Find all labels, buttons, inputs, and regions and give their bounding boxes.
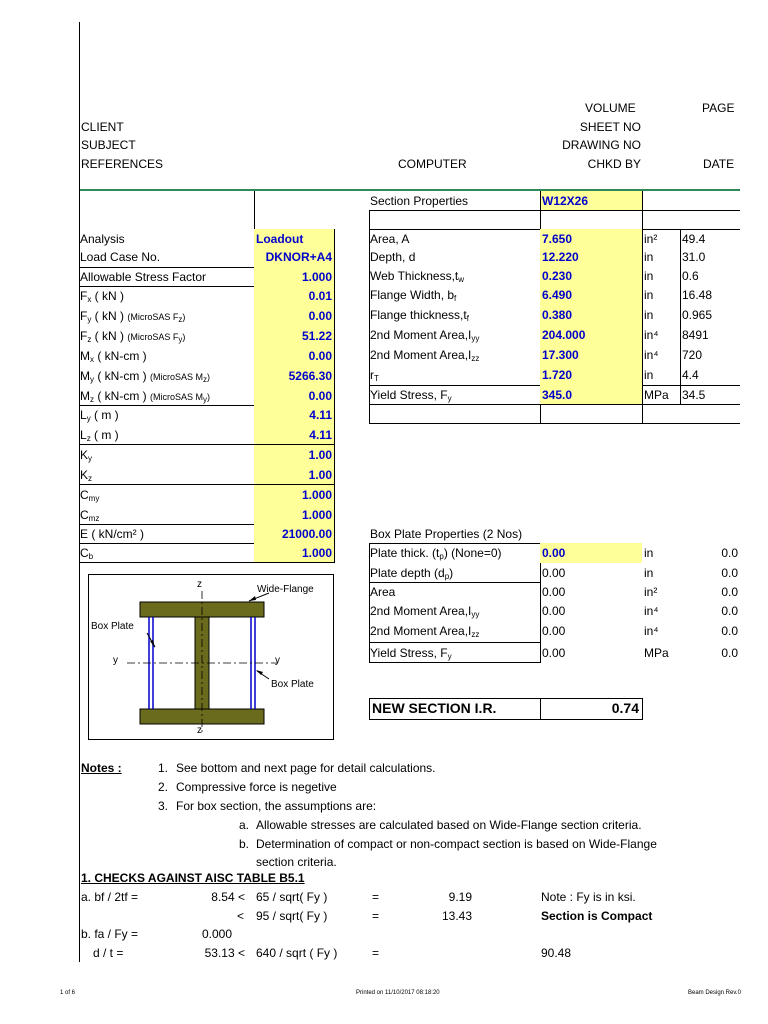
bp-area-metric: 0.0 [721,585,738,599]
bp-iyy-label: 2nd Moment $Area,I_{yy}$ [370,604,480,619]
sp-depth-label: Depth, d [370,250,416,264]
section-diagram [88,574,334,740]
check-a2-eq: = [372,909,380,923]
mz-label: $M_z$ ( kN-cm ) (MicroSAS $M_y$) [80,389,211,404]
my-label: $M_y$ ( kN-cm ) (MicroSAS $M_z$) [80,369,211,384]
note-2: Compressive force is negetive [176,780,337,794]
kz-label: $K_z$ [80,468,93,483]
note-1: See bottom and next page for detail calculations. [176,761,436,775]
note-3b-line2: section criteria. [256,855,337,869]
cmy-value[interactable]: 1.000 [254,485,334,505]
sp-ft-unit: in [644,308,654,322]
bp-depth-value: 0.00 [542,566,566,580]
note-3b-num: b. [239,837,250,851]
bp-thick-label-text: Plate thick. (t [370,546,440,560]
sp-fw-label: Flange Width, $b_f$ [370,288,457,303]
bp-iyy-value: 0.00 [542,604,566,618]
sp-iyy-unit: in⁴ [644,328,659,342]
note-3a-num: a. [239,818,250,832]
header-volume: VOLUME [585,101,636,115]
e-label: E ( kN/cm² ) [80,527,144,541]
kz-value[interactable]: 1.00 [254,465,334,485]
sp-rt-label-text: r [370,368,374,382]
sp-iyy-label-text: 2nd Moment Area,I [370,328,472,342]
section-name[interactable]: W12X26 [540,191,642,211]
bp-fy-value: 0.00 [542,646,566,660]
footer-page: 1 of 6 [60,990,76,996]
bp-fy-label: Yield Stress, $F_y$ [370,646,452,661]
check-a-note: Note : Fy is in ksi. [541,890,636,904]
sp-fw-value[interactable]: 6.490 [540,285,642,305]
rule [80,562,335,563]
header-chkd-by: CHKD BY [587,157,641,171]
ky-value[interactable]: 1.00 [254,445,334,465]
ky-label: $K_y$ [80,448,93,463]
notes-title: Notes : [81,761,122,775]
sp-rt-label: $r_T$ [370,368,379,383]
header-subject: SUBJECT [81,138,136,152]
sp-fy-value[interactable]: 345.0 [540,385,642,405]
check-dt-expr: 640 / sqrt ( Fy ) [256,946,338,960]
bp-izz-metric: 0.0 [721,624,738,638]
fx-label: $F_x$ ( kN ) [80,289,125,304]
header-drawing-no: DRAWING NO [562,138,641,152]
sp-fy-label: Yield Stress, $F_y$ [370,388,452,403]
bp-depth-metric: 0.0 [721,566,738,580]
rule [369,404,740,405]
asf-value[interactable]: 1.000 [254,267,334,287]
sp-fy-metric: 34.5 [682,388,706,402]
sp-area-value[interactable]: 7.650 [540,229,642,249]
diagram-box-plate-right-label: Box Plate [271,679,314,690]
sp-fw-unit: in [644,288,654,302]
sp-fy-unit: MPa [644,388,669,402]
mz-value[interactable]: 0.00 [254,386,334,406]
check-a2-note: Section is Compact [541,909,653,923]
bp-thick-label-tail: ) (None=0) [443,546,502,560]
check-a2-lt: < [237,909,245,923]
new-section-ir-label: NEW SECTION I.R. [372,700,497,716]
fx-value[interactable]: 0.01 [254,286,334,306]
diagram-y-right: y [275,655,280,666]
bp-izz-label-text: 2nd Moment Area,I [370,624,472,638]
sp-area-metric: 49.4 [682,232,706,246]
bp-fy-metric: 0.0 [721,646,738,660]
sp-iyy-label: 2nd Moment $Area,I_{yy}$ [370,328,480,343]
sp-area-label: Area, A [370,232,410,246]
bp-area-label: Area [370,585,396,599]
bp-fy-label-text: Yield Stress, F [370,646,448,660]
mx-value[interactable]: 0.00 [254,346,334,366]
diagram-z-bottom: z [197,725,202,736]
new-section-ir-value: 0.74 [611,700,639,716]
sp-ft-label-text: Flange thickness,t [370,308,467,322]
sp-fw-metric: 16.48 [682,288,713,302]
asf-label: Allowable Stress Factor [80,270,207,284]
cmz-label: $C_{mz}$ [80,508,100,523]
sp-web-label: Web $Thickness,t_w$ [370,269,465,284]
bp-depth-label-text: Plate depth (d [370,566,445,580]
ly-label: $L_y$ ( m ) [80,408,119,423]
diagram-y-left: y [113,655,118,666]
sp-izz-unit: in⁴ [644,348,659,362]
bp-iyy-label-text: 2nd Moment Area,I [370,604,472,618]
analysis-right-line [334,229,335,563]
footer-printed: Printed on 11/10/2017 08:18:20 [356,990,440,996]
check-dt-eq: = [372,946,380,960]
header-sheet-no: SHEET NO [579,120,641,134]
bp-depth-label-tail: ) [449,566,454,580]
bp-area-unit: in² [644,585,658,599]
analysis-value[interactable]: Loadout [254,229,334,249]
sp-rt-metric: 4.4 [682,368,699,382]
bp-izz-unit: in⁴ [644,624,659,638]
sp-depth-value[interactable]: 12.220 [540,247,642,267]
check-a2-result: 13.43 [441,909,472,923]
check-dt-label: d / t = [93,946,124,960]
rule [369,423,740,424]
check-b-label: b. fa / Fy = [81,927,139,941]
fy-value[interactable]: 0.00 [254,306,334,326]
e-value[interactable]: 21000.00 [254,524,334,544]
sp-depth-metric: 31.0 [682,250,706,264]
header-date: DATE [703,157,735,171]
check-b-val: 0.000 [202,927,233,941]
sp-izz-metric: 720 [682,348,703,362]
sp-web-label-text: Web Thickness,t [370,269,459,283]
bp-area-value: 0.00 [542,585,566,599]
check-a-val: 8.54 < [211,890,245,904]
check-a-expr: 65 / sqrt( Fy ) [256,890,328,904]
note-3a: Allowable stresses are calculated based on Wide-Flange section criteria. [256,818,642,832]
bp-fy-unit: MPa [644,646,669,660]
sp-area-unit: in² [644,232,658,246]
bp-thick-value[interactable]: 0.00 [540,543,642,563]
sp-izz-label-text: 2nd Moment Area,I [370,348,472,362]
bp-iyy-metric: 0.0 [721,604,738,618]
cb-label: $C_b$ [80,546,94,561]
footer-rev: Beam Design Rev.0 [688,990,741,996]
sp-rt-value[interactable]: 1.720 [540,365,642,385]
check-a-label: a. bf / 2tf = [81,890,139,904]
check-a-eq: = [372,890,380,904]
lz-label: $L_z$ ( m ) [80,428,119,443]
bp-depth-unit: in [644,566,654,580]
bp-iyy-unit: in⁴ [644,604,659,618]
mx-label: $M_x$ ( kN-cm ) [80,349,147,364]
sp-web-metric: 0.6 [682,269,699,283]
sp-ft-metric: 0.965 [682,308,713,322]
header-computer: COMPUTER [398,157,467,171]
header-references: REFERENCES [81,157,164,171]
sp-izz-value[interactable]: 17.300 [540,345,642,365]
note-1-num: 1. [158,761,169,775]
section-title: Section Properties [370,194,469,208]
sp-iyy-metric: 8491 [682,328,709,342]
fz-value[interactable]: 51.22 [254,326,334,346]
note-3-num: 3. [158,799,169,813]
sp-web-value[interactable]: 0.230 [540,266,642,286]
load-case-label: Load Case No. [80,250,161,264]
sp-web-unit: in [644,269,654,283]
note-3: For box section, the assumptions are: [176,799,377,813]
check-dt-val: 53.13 < [204,946,245,960]
header-page: PAGE [702,101,735,115]
bp-thick-unit: in [644,546,654,560]
check-a2-expr: 95 / sqrt( Fy ) [256,909,328,923]
sp-rt-unit: in [644,368,654,382]
diagram-box-plate-left-label: Box Plate [91,621,134,632]
sp-fw-label-text: Flange Width, b [370,288,455,302]
bp-title: Box Plate Properties (2 Nos) [370,527,523,541]
sp-ft-label: Flange $thickness,t_f$ [370,308,469,323]
check-a-result: 9.19 [448,890,472,904]
sp-izz-label: 2nd Moment $Area,I_{zz}$ [370,348,480,363]
load-case-value[interactable]: DKNOR+A4 [254,247,334,267]
cmz-value[interactable]: 1.000 [254,505,334,525]
sp-iyy-value[interactable]: 204.000 [540,325,642,345]
lz-value[interactable]: 4.11 [254,425,334,445]
header-client: CLIENT [81,120,124,134]
i-beam-drawing [89,575,333,739]
bp-izz-value: 0.00 [542,624,566,638]
cmy-label: $C_{my}$ [80,488,100,503]
cb-value[interactable]: 1.000 [254,543,334,563]
bp-izz-label: 2nd Moment $Area,I_{zz}$ [370,624,480,639]
ly-value[interactable]: 4.11 [254,405,334,425]
bp-depth-label: Plate depth $(d_p)$ [370,566,454,581]
diagram-wide-flange-label: Wide-Flange [257,584,314,595]
bp-thick-label: Plate thick. $(t_p)$ (None=0) [370,546,502,561]
diagram-z-top: z [197,579,202,590]
checks-title: 1. CHECKS AGAINST AISC TABLE B5.1 [81,871,305,885]
my-value[interactable]: 5266.30 [254,366,334,386]
fz-label: $F_z$ ( kN ) (MicroSAS $F_y$) [80,329,186,344]
check-dt-result: 90.48 [541,946,572,960]
note-3b-line1: Determination of compact or non-compact section is based on Wide-Flange [256,837,657,851]
sp-ft-value[interactable]: 0.380 [540,305,642,325]
note-2-num: 2. [158,780,169,794]
sp-grid-top [369,210,740,211]
fy-label: $F_y$ ( kN ) (MicroSAS $F_z$) [80,309,186,324]
sp-fy-label-text: Yield Stress, F [370,388,448,402]
analysis-label: Analysis [80,232,125,246]
sp-depth-unit: in [644,250,654,264]
bp-thick-metric: 0.0 [721,546,738,560]
